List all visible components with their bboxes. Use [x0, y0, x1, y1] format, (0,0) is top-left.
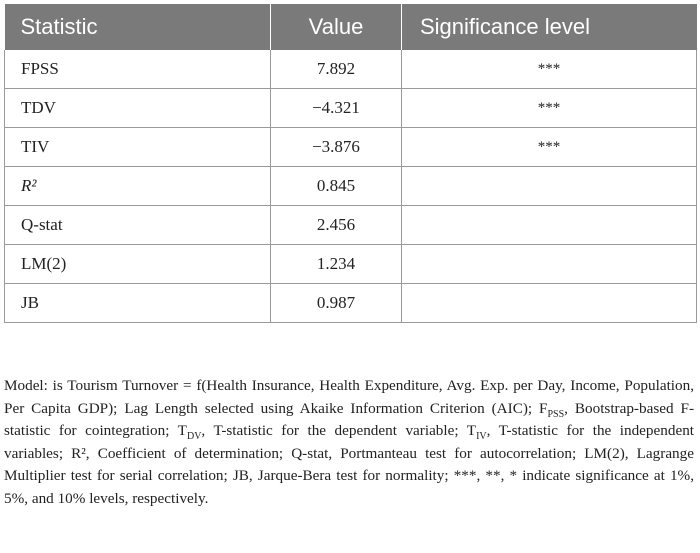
table-row — [5, 245, 697, 284]
table-footnote — [4, 375, 694, 511]
footnote-subscript: IV — [476, 431, 487, 443]
table-row — [5, 284, 697, 323]
header-significance-level: Significance level — [402, 4, 697, 50]
header-statistic: Statistic — [5, 4, 271, 50]
statistic-cell: JB — [5, 284, 271, 323]
significance-cell — [402, 167, 697, 206]
significance-cell: *** — [402, 128, 697, 167]
value-cell: 0.845 — [271, 167, 402, 206]
significance-cell — [402, 245, 697, 284]
statistics-table — [4, 4, 697, 323]
value-cell: 7.892 — [271, 50, 402, 89]
statistic-cell: TIV — [5, 128, 271, 167]
table-header-row — [5, 4, 697, 50]
value-cell: −3.876 — [271, 128, 402, 167]
footnote-text: Model: is Tourism Turnover = f(Health Insurance, Health Expenditure, Avg. Exp. per Day, Income, Population, Per Capita GDP); Lag Length selected using Akaike Information Criterion (AIC); F — [4, 377, 694, 417]
header-value: Value — [271, 4, 402, 50]
table-row — [5, 50, 697, 89]
significance-cell: *** — [402, 89, 697, 128]
statistic-cell: LM(2) — [5, 245, 271, 284]
value-cell: 2.456 — [271, 206, 402, 245]
significance-cell — [402, 206, 697, 245]
footnote-text: , T-statistic for the independent variables; R², Coefficient of determination; Q-stat, Portmanteau test for autocorrelation; LM(2), Lagrange Multiplier test for serial correlation; JB, Jarque-Bera test for normality; ***, **, * indicate significance at 1%, 5%, and 10% levels, respectively. — [4, 422, 695, 507]
footnote-text: , T-statistic for the dependent variable; T — [201, 422, 477, 440]
table-row — [5, 89, 697, 128]
significance-cell — [402, 284, 697, 323]
value-cell: 0.987 — [271, 284, 402, 323]
footnote-subscript: DV — [186, 431, 202, 443]
footnote-subscript: PSS — [547, 408, 565, 420]
statistic-cell: FPSS — [5, 50, 271, 89]
table-row — [5, 167, 697, 206]
footnote-text: , Bootstrap-based F-statistic for cointegration; T — [4, 399, 694, 440]
value-cell: 1.234 — [271, 245, 402, 284]
value-cell: −4.321 — [271, 89, 402, 128]
statistic-cell: Q-stat — [5, 206, 271, 245]
statistic-cell: R² — [5, 167, 271, 206]
table-row — [5, 206, 697, 245]
statistic-cell: TDV — [5, 89, 271, 128]
table-row — [5, 128, 697, 167]
significance-cell: *** — [402, 50, 697, 89]
